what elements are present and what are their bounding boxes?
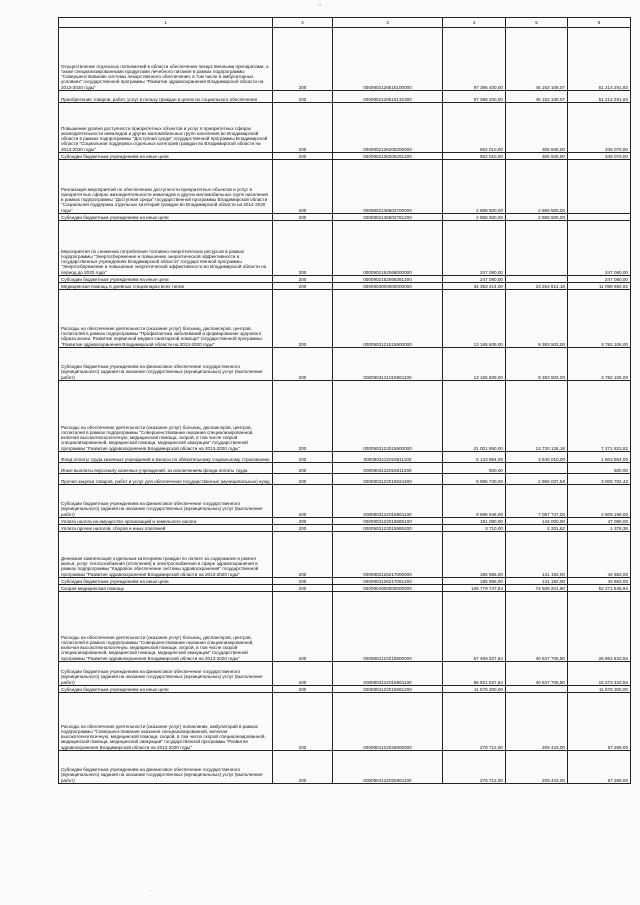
approved-amount-cell: 185 855,00 [443,532,506,578]
unexecuted-amount-cell: 1 378,38 [568,525,631,532]
unexecuted-amount-cell [568,214,631,221]
approved-amount-cell: 276 712,00 [443,751,506,784]
approved-amount-cell: 55 921 027,84 [443,662,506,686]
executed-amount-cell: 40 647 706,90 [506,592,568,662]
approved-amount-cell: 2 888 500,00 [443,214,506,221]
description-cell: Уплата прочих налогов, сборов и иных платежей [59,525,273,532]
row-other-payments [59,463,631,474]
executed-amount-cell: 209 443,00 [506,751,568,784]
unexecuted-amount-cell: 47 090,00 [568,518,631,525]
line-code-cell: 200 [273,662,333,686]
description-cell: Иные выплаты персоналу казенных учреждений, за исключением фонда оплаты труда [59,463,273,474]
approved-amount-cell: 3 710,00 [443,525,506,532]
approved-amount-cell: 652 010,00 [443,103,506,153]
row-subsidy-other-1 [59,153,631,160]
line-code-cell: 200 [273,381,333,452]
column-header: 6 [568,18,631,28]
description-cell: Прочая закупка товаров, работ и услуг для обеспечения государственных (муниципальных) нужд [59,474,273,485]
classification-code-cell: 0000902152068361200 [333,276,443,283]
line-code-cell: 200 [273,578,333,585]
line-code-cell: 200 [273,518,333,525]
description-cell: Субсидии бюджетным учреждениям на иные цели [59,686,273,693]
line-code-cell: 200 [273,452,333,463]
row-subsidy-state-task-3 [59,662,631,686]
unexecuted-amount-cell [568,160,631,214]
column-header: 1 [59,18,273,28]
classification-code-cell: 0000904122015900000 [333,592,443,662]
column-header: 4 [443,18,506,28]
executed-amount-cell: 3 540 010,00 [506,452,568,463]
scan-mark: · [150,888,152,894]
executed-amount-cell: 23 254 821,18 [506,283,568,290]
executed-amount-cell: 13 730 126,18 [506,381,568,452]
classification-code-cell: 0000903122015900000 [333,381,443,452]
classification-code-cell: 0000902136502700000 [333,160,443,214]
approved-amount-cell: 13 165 609,00 [443,348,506,381]
description-cell: Скорая медицинская помощь [59,585,273,592]
classification-code-cell: 0000903122015911200 [333,463,443,474]
line-code-cell: 200 [273,485,333,518]
approved-amount-cell: 2 888 500,00 [443,160,506,214]
scan-mark: ' ' [318,4,322,10]
description-cell: Субсидии бюджетным учреждениям на финансовое обеспечение государственного (муниципального) задания на оказание государственных (муниципальных) услуг (выполнение работ) [59,751,273,784]
row-priority-objects [59,160,631,214]
classification-code-cell: 0000903121015961100 [333,348,443,381]
unexecuted-amount-cell: 44 663,00 [568,532,631,578]
description-cell: Приобретение товаров, работ, услуг в пользу граждан в целях их социального обеспечения [59,91,273,103]
line-code-cell: 200 [273,693,333,751]
classification-code-cell: 0000903122015911100 [333,452,443,463]
classification-code-cell: 0000903122015961100 [333,485,443,518]
unexecuted-amount-cell: 346 070,00 [568,153,631,160]
approved-amount-cell: 600,00 [443,463,506,474]
line-code-cell: 200 [273,592,333,662]
line-code-cell: 200 [273,283,333,290]
unexecuted-amount-cell: 600,00 [568,463,631,474]
row-polyclinics [59,693,631,751]
classification-code-cell: 0000904000000000000 [333,585,443,592]
unexecuted-amount-cell: 346 070,00 [568,103,631,153]
classification-code-cell: 0000903121015900000 [333,290,443,348]
unexecuted-amount-cell: 3 009 702,42 [568,474,631,485]
description-cell: Расходы на обеспечение деятельности (оказание услуг) больниц, диспансеров, центров, госпиталей в рамках подпрограммы "Совершенствование оказания специализированной, включая высокотехнологичную, медицинской помощи, скорой, в том числе скорой специализированной, медицинской помощи, медицинской эвакуации" государственной программы "Развитие здравоохранения Владимирской области на 2013-2020 годы" [59,381,273,452]
executed-amount-cell: 2 888 500,00 [506,214,568,221]
executed-amount-cell: 40 647 706,90 [506,662,568,686]
row-ambulance [59,585,631,592]
executed-amount-cell: 2 888 500,00 [506,160,568,214]
row-subsidy-state-task-1 [59,348,631,381]
row-subsidy-state-task-2 [59,485,631,518]
row-hospitals-specialized [59,381,631,452]
approved-amount-cell: 13 165 609,00 [443,290,506,348]
approved-amount-cell: 247 080,00 [443,221,506,276]
approved-amount-cell: 67 499 327,84 [443,592,506,662]
line-code-cell: 200 [273,103,333,153]
unexecuted-amount-cell: 26 851 620,94 [568,592,631,662]
line-code-cell: 200 [273,290,333,348]
executed-amount-cell: 2 956 037,58 [506,474,568,485]
budget-table [58,17,631,784]
row-hospitals-prevention [59,290,631,348]
row-subsidy-state-task-4 [59,751,631,784]
line-code-cell: 200 [273,525,333,532]
header-row [59,18,631,28]
approved-amount-cell: 185 855,00 [443,578,506,585]
row-subsidy-other-3 [59,276,631,283]
row-other-taxes [59,525,631,532]
unexecuted-amount-cell: 52 271 545,94 [568,585,631,592]
column-header: 5 [506,18,568,28]
column-header: 3 [333,18,443,28]
description-cell: Субсидии бюджетным учреждениям на иные цели [59,578,273,585]
description-cell: Медицинская помощь в дневных стационарах всех типов [59,283,273,290]
classification-code-cell: 0000903126217000000 [333,532,443,578]
executed-amount-cell [506,463,568,474]
classification-code-cell: 0000904122025961100 [333,751,443,784]
line-code-cell: 200 [273,153,333,160]
approved-amount-cell: 9 696 946,00 [443,485,506,518]
description-cell: Расходы на обеспечение деятельности (оказание услуг) больниц, диспансеров, центров, госпиталей в рамках подпрограммы "Профилактика заболеваний и формирование здорового образа жизни. Развитие первичной медико-санитарной помощи" государственной программы "Развитие здравоохранения Владимирской области на 2013-2020 годы" [59,290,273,348]
line-code-cell: 200 [273,348,333,381]
description-cell: Субсидии бюджетным учреждениям на иные цели [59,153,273,160]
executed-amount-cell [506,221,568,276]
unexecuted-amount-cell: 2 609 199,00 [568,485,631,518]
description-cell: Субсидии бюджетным учреждениям на финансовое обеспечение государственного (муниципального) задания на оказание государственных (муниципальных) услуг (выполнение работ) [59,485,273,518]
executed-amount-cell [506,686,568,693]
description-cell: Субсидии бюджетным учреждениям на иные цели [59,276,273,283]
unexecuted-amount-cell: 51 214 291,93 [568,28,631,91]
line-code-cell: 200 [273,686,333,693]
description-cell: Расходы на обеспечение деятельности (оказание услуг) больниц, диспансеров, центров, госпиталей в рамках подпрограммы "Совершенствование оказания специализированной, включая высокотехнологичную, медицинской помощи, скорой, в том числе скорой специализированной, медицинской помощи, медицинской эвакуации" государственной программы "Развитие здравоохранения Владимирской области на 2013-2020 годы" [59,592,273,662]
description-cell: Мероприятия по снижению потребления топливно-энергетических ресурсов в рамках подпрограммы "Энергосбережение и повышение энергетической эффективности в государственных учреждениях Владимирской области" государственной программы "Энергосбережение и повышение энергетической эффективности во Владимирской области на период до 2020 года" [59,221,273,276]
description-cell: Субсидии бюджетным учреждениям на финансовое обеспечение государственного (муниципального) задания на оказание государственных (муниципальных) услуг (выполнение работ) [59,348,273,381]
executed-amount-cell: 2 331,62 [506,525,568,532]
approved-amount-cell: 126 779 747,84 [443,585,506,592]
classification-code-cell: 0000904122015961200 [333,686,443,693]
row-day-hospital [59,283,631,290]
approved-amount-cell: 97 396 400,00 [443,28,506,91]
line-code-cell: 200 [273,276,333,283]
description-cell: Осуществление отдельных полномочий в области обеспечения лекарственными препаратами, а также специализированными продуктами лечебного питания в рамках подпрограммы "Совершенствование системы лекарственного обеспечения, в том числе в амбулаторных условиях" государственной программы "Развитие здравоохранения Владимирской области на 2013-2020 годы" [59,28,273,91]
unexecuted-amount-cell: 3 782 106,00 [568,290,631,348]
line-code-cell: 200 [273,532,333,578]
unexecuted-amount-cell: 67 269,00 [568,751,631,784]
executed-amount-cell: 305 940,00 [506,103,568,153]
executed-amount-cell: 209 443,00 [506,693,568,751]
row-property-tax [59,518,631,525]
classification-code-cell: 0000902136502761200 [333,214,443,221]
description-cell: Денежная компенсация отдельным категориям граждан по оплате за содержание и ремонт жилья, услуг теплоснабжения (отопления) и электроснабжения в сфере здравоохранения в рамках подпрограммы "Кадровое обеспечение системы здравоохранения" государственной программы "Развитие здравоохранения Владимирской области на 2013-2020 годы" [59,532,273,578]
unexecuted-amount-cell: 44 663,00 [568,578,631,585]
classification-code-cell: 0000904122025900000 [333,693,443,751]
line-code-cell: 200 [273,463,333,474]
unexecuted-amount-cell: 3 782 106,00 [568,348,631,381]
approved-amount-cell: 5 143 864,00 [443,452,506,463]
unexecuted-amount-cell: 7 271 823,82 [568,381,631,452]
row-hospitals-emergency [59,592,631,662]
line-code-cell: 200 [273,214,333,221]
table-body [59,28,631,784]
unexecuted-amount-cell: 1 603 854,00 [568,452,631,463]
classification-code-cell: 0000902128516100000 [333,28,443,91]
description-cell: Реализация мероприятий по обеспечению доступности приоритетных объектов и услуг в приоритетных сферах жизнедеятельности инвалидов и других маломобильных групп населения в рамках подпрограммы "Доступная среда" государственной программы Владимирской области "Социальная поддержка отдельных категорий граждан во Владимирской области на 2014-2020 годы" [59,160,273,214]
approved-amount-cell: 191 090,00 [443,518,506,525]
executed-amount-cell: 9 383 503,00 [506,348,568,381]
executed-amount-cell: 74 508 201,90 [506,585,568,592]
unexecuted-amount-cell: 11 578 300,00 [568,686,631,693]
approved-amount-cell: 34 353 414,00 [443,283,506,290]
row-energy-saving [59,221,631,276]
classification-code-cell: 0000903122015924400 [333,474,443,485]
executed-amount-cell [506,276,568,283]
line-code-cell: 200 [273,751,333,784]
description-cell: Субсидии бюджетным учреждениям на иные цели [59,214,273,221]
line-code-cell: 200 [273,91,333,103]
line-code-cell: 200 [273,28,333,91]
row-purchase-citizens [59,91,631,103]
unexecuted-amount-cell: 15 273 320,94 [568,662,631,686]
classification-code-cell: 0000902152068000000 [333,221,443,276]
executed-amount-cell: 141 192,00 [506,578,568,585]
row-subsidy-other-2 [59,214,631,221]
approved-amount-cell: 21 001 950,00 [443,381,506,452]
unexecuted-amount-cell: 67 269,00 [568,693,631,751]
approved-amount-cell: 276 712,00 [443,693,506,751]
row-public-authority-drugs [59,28,631,91]
row-accessibility-disabled [59,103,631,153]
executed-amount-cell: 305 940,00 [506,153,568,160]
description-cell: Повышение уровня доступности приоритетных объектов и услуг в приоритетных сферах жизнедеятельности инвалидов и других маломобильных групп населения во Владимирской области в рамках подпрограммы "Доступная среда" государственной программы Владимирской области "Социальная поддержка отдельных категорий граждан во Владимирской области на 2014-2020 годы" [59,103,273,153]
row-other-purchases [59,474,631,485]
approved-amount-cell: 652 010,00 [443,153,506,160]
executed-amount-cell: 141 192,00 [506,532,568,578]
description-cell: Уплата налога на имущество организаций и земельного налога [59,518,273,525]
description-cell: Субсидии бюджетным учреждениям на финансовое обеспечение государственного (муниципального) задания на оказание государственных (муниципальных) услуг (выполнение работ) [59,662,273,686]
line-code-cell: 200 [273,474,333,485]
unexecuted-amount-cell: 51 214 291,93 [568,91,631,103]
executed-amount-cell: 144 000,00 [506,518,568,525]
unexecuted-amount-cell: 247 080,00 [568,221,631,276]
approved-amount-cell: 5 965 740,00 [443,474,506,485]
approved-amount-cell: 247 080,00 [443,276,506,283]
classification-code-cell: 0000903000000000000 [333,283,443,290]
approved-amount-cell: 11 578 300,00 [443,686,506,693]
approved-amount-cell: 97 396 400,00 [443,91,506,103]
description-cell: Фонд оплаты труда казенных учреждений и взносы по обязательному социальному страхованию [59,452,273,463]
line-code-cell: 200 [273,160,333,214]
executed-amount-cell: 46 162 108,07 [506,91,568,103]
unexecuted-amount-cell: 11 098 592,82 [568,283,631,290]
row-subsidy-other-4 [59,578,631,585]
row-wage-fund [59,452,631,463]
executed-amount-cell: 46 162 108,07 [506,28,568,91]
classification-code-cell: 0000902128516132300 [333,91,443,103]
classification-code-cell: 0000903126217061200 [333,578,443,585]
classification-code-cell: 0000902136205200000 [333,103,443,153]
row-cash-compensation [59,532,631,578]
classification-code-cell: 0000904122015961100 [333,662,443,686]
unexecuted-amount-cell: 247 080,00 [568,276,631,283]
row-subsidy-other-5 [59,686,631,693]
classification-code-cell: 0000903122015985200 [333,525,443,532]
line-code-cell: 200 [273,221,333,276]
classification-code-cell: 0000903122015985100 [333,518,443,525]
executed-amount-cell: 7 087 747,00 [506,485,568,518]
line-code-cell: 200 [273,585,333,592]
description-cell: Расходы на обеспечение деятельности (оказание услуг) поликлиник, амбулаторий в рамках подпрограммы "Совершенствование оказания специализированной, включая высокотехнологичную, медицинской помощи, скорой, в том числе скорой специализированной, медицинской помощи, медицинской эвакуации" государственной программы "Развитие здравоохранения Владимирской области на 2013-2020 годы" [59,693,273,751]
classification-code-cell: 0000902136205261200 [333,153,443,160]
column-header: 2 [273,18,333,28]
executed-amount-cell: 9 383 503,00 [506,290,568,348]
